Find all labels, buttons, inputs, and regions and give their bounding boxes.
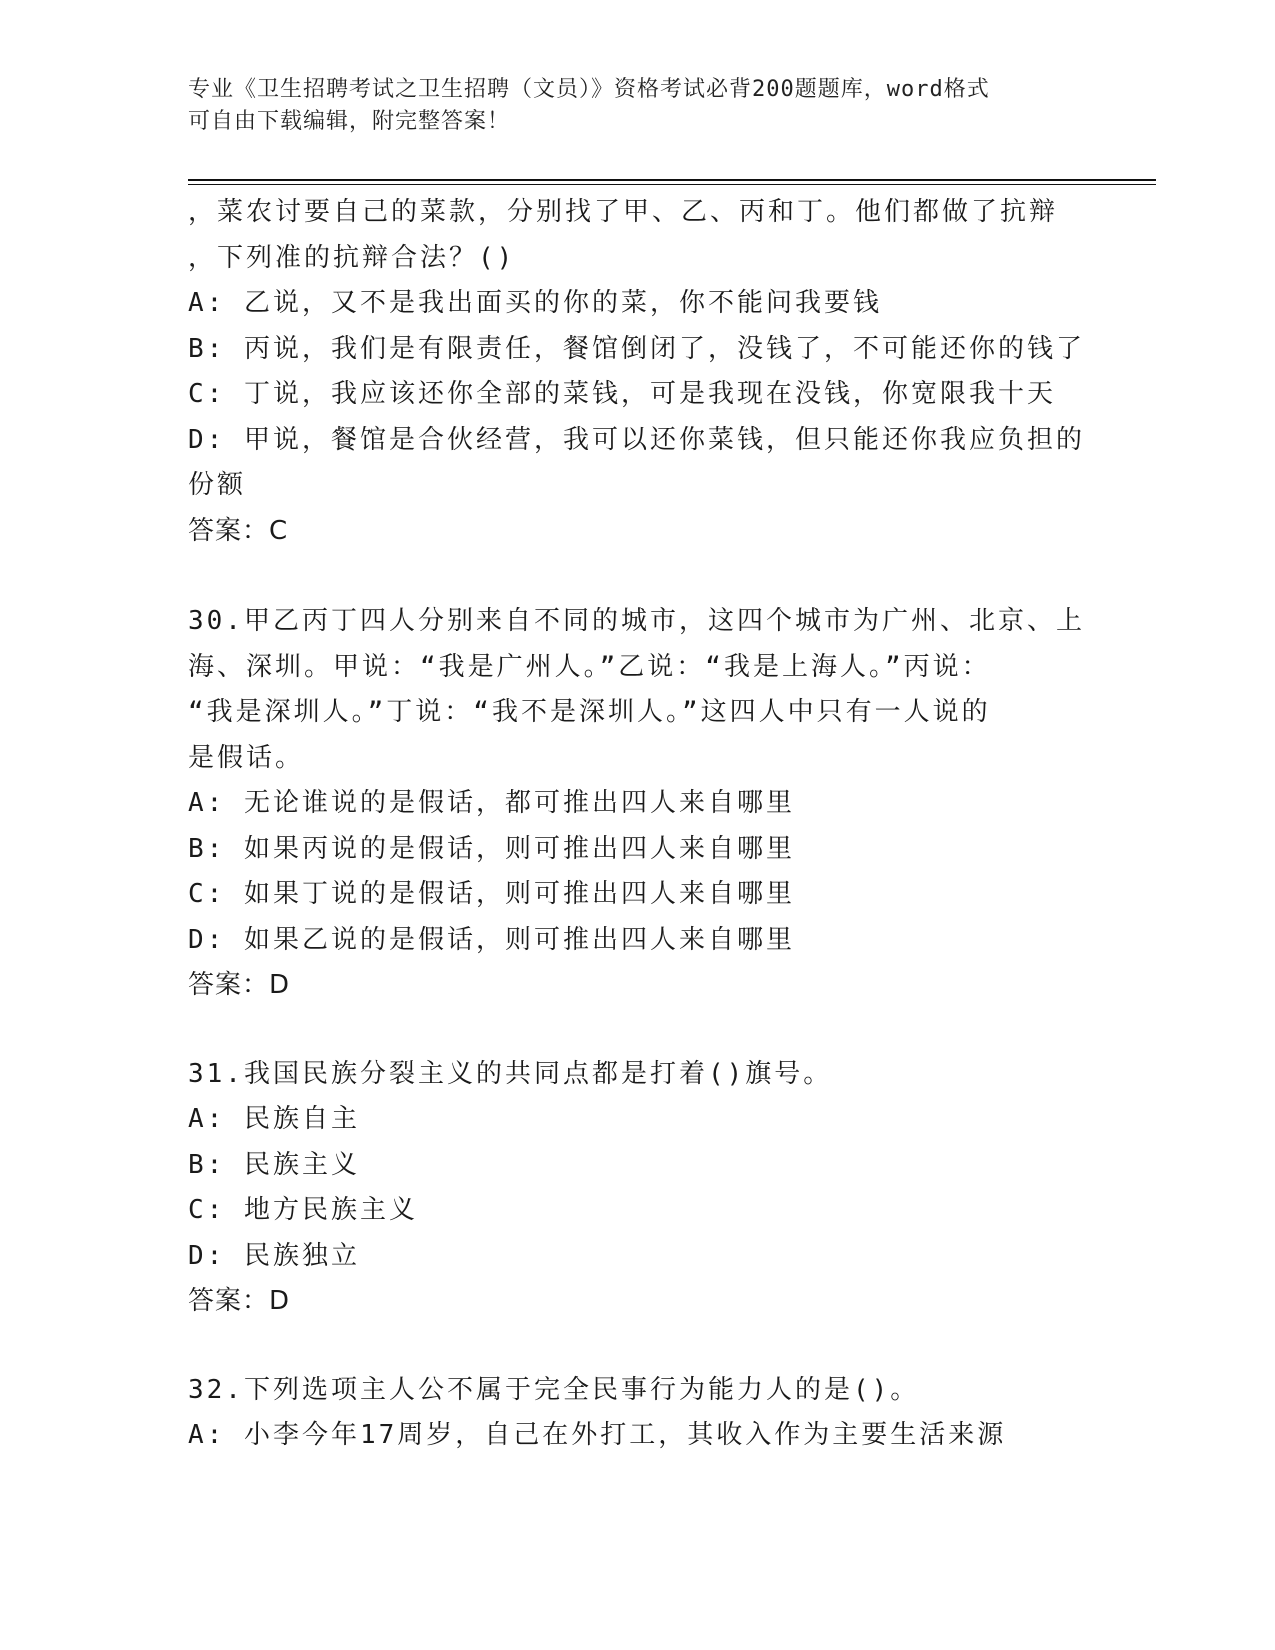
spacer — [188, 1009, 1088, 1052]
spacer — [188, 1325, 1088, 1368]
option-a: A: 无论谁说的是假话，都可推出四人来自哪里 — [188, 788, 795, 818]
option-a: A: 乙说，又不是我出面买的你的菜，你不能问我要钱 — [188, 288, 882, 318]
question-31 — [188, 1052, 1088, 1325]
option-a: A: 小李今年17周岁，自己在外打工，其收入作为主要生活来源 — [188, 1420, 1007, 1450]
answer-label: 答案：C — [188, 515, 289, 546]
option-d-continued: 份额 — [188, 470, 247, 500]
question-29 — [188, 190, 1088, 554]
option-d: D: 甲说，餐馆是合伙经营，我可以还你菜钱，但只能还你我应负担的 — [188, 424, 1085, 455]
question-stem-line: 是假话。 — [188, 742, 305, 773]
question-stem-line: ，下列准的抗辩合法？() — [188, 242, 516, 273]
document-header — [188, 74, 1088, 138]
option-b: B: 如果丙说的是假话，则可推出四人来自哪里 — [188, 833, 795, 864]
option-d: D: 民族独立 — [188, 1240, 360, 1271]
question-stem-line: ，菜农讨要自己的菜款，分别找了甲、乙、丙和丁。他们都做了抗辩 — [188, 197, 1059, 227]
option-b: B: 丙说，我们是有限责任，餐馆倒闭了，没钱了，不可能还你的钱了 — [188, 333, 1085, 364]
question-stem-line: 30.甲乙丙丁四人分别来自不同的城市，这四个城市为广州、北京、上 — [188, 606, 1085, 636]
question-stem-line: 31.我国民族分裂主义的共同点都是打着()旗号。 — [188, 1058, 833, 1089]
option-c: C: 如果丁说的是假话，则可推出四人来自哪里 — [188, 879, 795, 909]
question-stem-line: “我是深圳人。”丁说：“我不是深圳人。”这四人中只有一人说的 — [188, 697, 991, 727]
spacer — [188, 554, 1088, 599]
answer-label: 答案：D — [188, 1286, 291, 1316]
option-c: C: 地方民族主义 — [188, 1195, 418, 1225]
option-c: C: 丁说，我应该还你全部的菜钱，可是我现在没钱，你宽限我十天 — [188, 379, 1056, 409]
header-line-1: 专业《卫生招聘考试之卫生招聘（文员）》资格考试必背200题题库，word格式 — [188, 77, 990, 102]
header-rule-thin — [188, 184, 1156, 185]
option-a: A: 民族自主 — [188, 1104, 360, 1134]
answer-label: 答案：D — [188, 970, 291, 1000]
question-30 — [188, 599, 1088, 1009]
question-content — [188, 190, 1088, 1459]
header-rule-thick — [188, 179, 1156, 181]
option-d: D: 如果乙说的是假话，则可推出四人来自哪里 — [188, 924, 795, 955]
question-32 — [188, 1368, 1088, 1459]
question-stem-line: 海、深圳。甲说：“我是广州人。”乙说：“我是上海人。”丙说： — [188, 651, 991, 682]
question-stem-line: 32.下列选项主人公不属于完全民事行为能力人的是()。 — [188, 1374, 920, 1405]
header-line-2: 可自由下载编辑，附完整答案！ — [188, 109, 511, 134]
option-b: B: 民族主义 — [188, 1149, 360, 1180]
